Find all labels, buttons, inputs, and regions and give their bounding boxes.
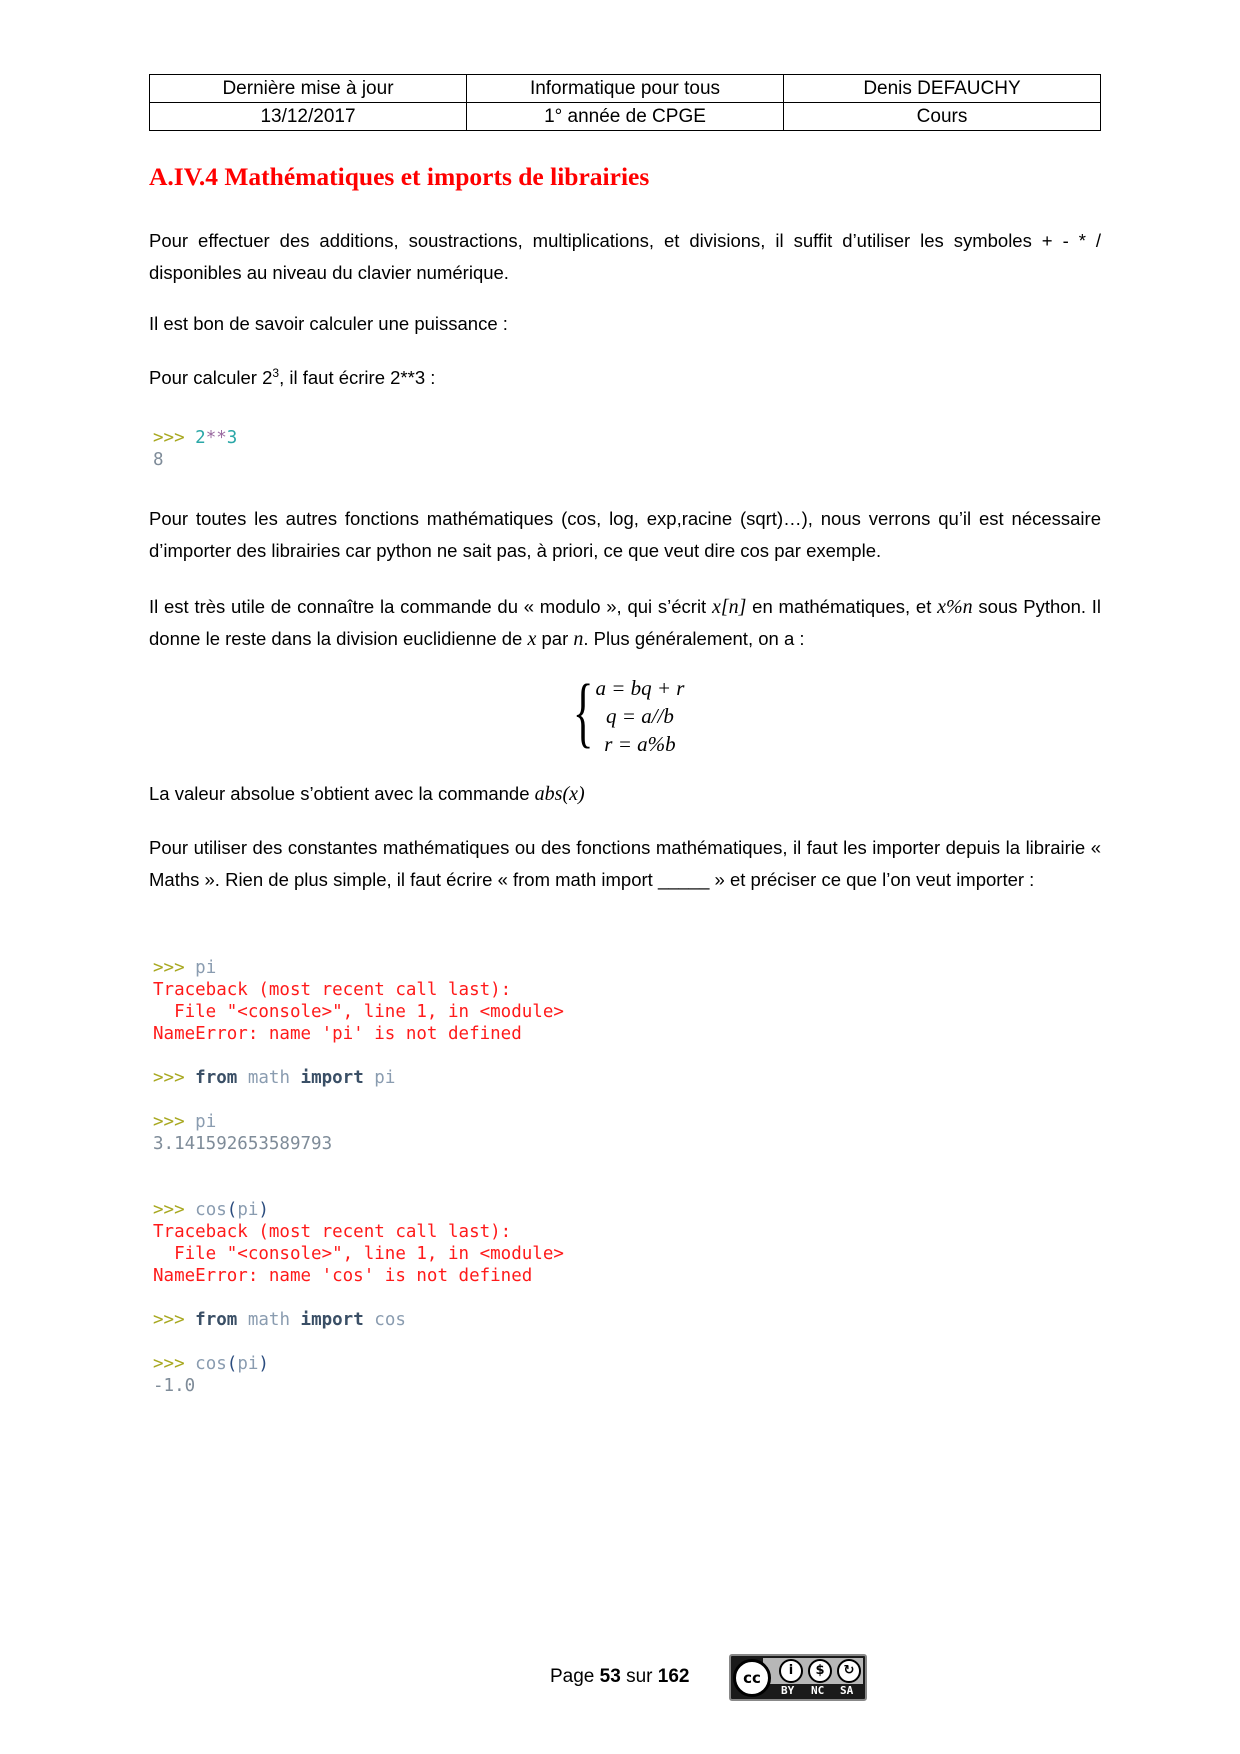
- paragraph-power-example: [149, 362, 1101, 394]
- paragraph-power-intro: Il est bon de savoir calculer une puissance :: [149, 313, 508, 334]
- paragraph-libraries: Pour toutes les autres fonctions mathématiques (cos, log, exp,racine (sqrt)…), nous verrons qu’il est nécessaire d’importer des librairies car python ne sait pas, à priori, ce que veut dire cos par exemple.: [149, 508, 1101, 561]
- text: en mathématiques, et: [746, 596, 938, 617]
- error-traceback: Traceback (most recent call last):: [153, 1222, 512, 1242]
- code-module: math: [237, 1068, 301, 1088]
- header-course-title: Informatique pour tous: [467, 75, 784, 103]
- equation-line: q = a//b: [606, 704, 674, 728]
- cc-icon: cc: [733, 1659, 771, 1697]
- equation-line: r = a%b: [604, 732, 676, 756]
- page-sep: sur: [620, 1666, 658, 1687]
- console-prompt: >>>: [153, 958, 196, 978]
- error-message: NameError: name 'cos' is not defined: [153, 1266, 533, 1286]
- code-name: pi: [363, 1068, 396, 1088]
- code-paren: ): [258, 1200, 269, 1220]
- code-paren: (: [226, 1200, 238, 1220]
- text: Il est très utile de connaître la commande du « modulo », qui s’écrit: [149, 596, 712, 617]
- power-text-after: , il faut écrire 2**3 :: [279, 367, 436, 388]
- error-message: NameError: name 'pi' is not defined: [153, 1024, 522, 1044]
- header-date: 13/12/2017: [150, 103, 467, 131]
- console-prompt: >>>: [153, 1200, 196, 1220]
- header-doc-type: Cours: [784, 103, 1101, 131]
- equation-system: [556, 668, 685, 758]
- code-operator: **: [205, 428, 227, 448]
- code-paren: ): [258, 1354, 269, 1374]
- by-attribution-icon: i: [779, 1659, 803, 1683]
- error-traceback: File "<console>", line 1, in <module>: [153, 1002, 564, 1022]
- console-prompt: >>>: [153, 428, 196, 448]
- sa-sharealike-icon: ↻: [837, 1659, 861, 1683]
- page-total: 162: [657, 1666, 690, 1687]
- code-arg: pi: [237, 1200, 259, 1220]
- creative-commons-license-badge: [729, 1654, 867, 1701]
- header-author: Denis DEFAUCHY: [784, 75, 1101, 103]
- nc-label: NC: [811, 1684, 825, 1697]
- text: La valeur absolue s’obtient avec la commande: [149, 783, 535, 804]
- left-brace-icon: {: [572, 668, 594, 755]
- code-paren: (: [226, 1354, 238, 1374]
- page-number: 53: [599, 1666, 621, 1687]
- code-input: pi: [195, 958, 217, 978]
- page-footer: [550, 1666, 689, 1688]
- paragraph-abs: [149, 778, 1101, 810]
- code-number: 2: [195, 428, 206, 448]
- text: . Plus généralement, on a :: [583, 628, 805, 649]
- code-function: cos: [195, 1200, 227, 1220]
- paragraph-modulo: [149, 591, 1101, 655]
- code-input: pi: [195, 1112, 217, 1132]
- code-module: math: [237, 1310, 301, 1330]
- by-label: BY: [781, 1684, 795, 1697]
- code-keyword: from: [195, 1310, 238, 1330]
- math-expr: x[n]: [711, 596, 747, 618]
- power-text-before: Pour calculer 2: [149, 367, 273, 388]
- console-prompt: >>>: [153, 1112, 196, 1132]
- code-block-power: [153, 427, 237, 471]
- header-last-update-label: Dernière mise à jour: [150, 75, 467, 103]
- text: sous Python. Il donne le reste dans la division euclidienne de: [149, 596, 1102, 649]
- code-output: 3.141592653589793: [153, 1134, 333, 1154]
- console-prompt: >>>: [153, 1310, 196, 1330]
- sa-label: SA: [840, 1684, 854, 1697]
- document-header-table: [149, 74, 1101, 131]
- code-function: cos: [195, 1354, 227, 1374]
- console-prompt: >>>: [153, 1354, 196, 1374]
- math-expr: n: [573, 628, 584, 650]
- section-title: A.IV.4 Mathématiques et imports de librairies: [149, 162, 650, 191]
- text: par: [536, 628, 574, 649]
- code-number: 3: [226, 428, 238, 448]
- error-traceback: Traceback (most recent call last):: [153, 980, 512, 1000]
- math-expr: x: [527, 628, 537, 650]
- code-keyword: from: [195, 1068, 238, 1088]
- code-block-imports: [153, 957, 564, 1397]
- nc-noncommercial-icon: $: [808, 1659, 832, 1683]
- code-name: cos: [363, 1310, 406, 1330]
- equation-line: a = bq + r: [595, 676, 685, 700]
- code-output: -1.0: [153, 1376, 196, 1396]
- paragraph-import: Pour utiliser des constantes mathématiques ou des fonctions mathématiques, il faut les importer depuis la librairie « Maths ». Rien de plus simple, il faut écrire « from math import _____ » et préciser ce que l’on veut importer :: [149, 837, 1101, 890]
- math-expr: abs(x): [534, 783, 585, 805]
- paragraph-operators: Pour effectuer des additions, soustractions, multiplications, et divisions, il suffit d’utiliser les symboles + - * / disponibles au niveau du clavier numérique.: [149, 230, 1101, 283]
- code-keyword: import: [300, 1068, 364, 1088]
- code-keyword: import: [300, 1310, 364, 1330]
- header-level: 1° année de CPGE: [467, 103, 784, 131]
- code-arg: pi: [237, 1354, 259, 1374]
- error-traceback: File "<console>", line 1, in <module>: [153, 1244, 564, 1264]
- page-label: Page: [550, 1666, 600, 1687]
- console-prompt: >>>: [153, 1068, 196, 1088]
- math-expr: x%n: [937, 596, 973, 618]
- power-exponent: 3: [272, 365, 280, 380]
- code-output: 8: [153, 450, 164, 470]
